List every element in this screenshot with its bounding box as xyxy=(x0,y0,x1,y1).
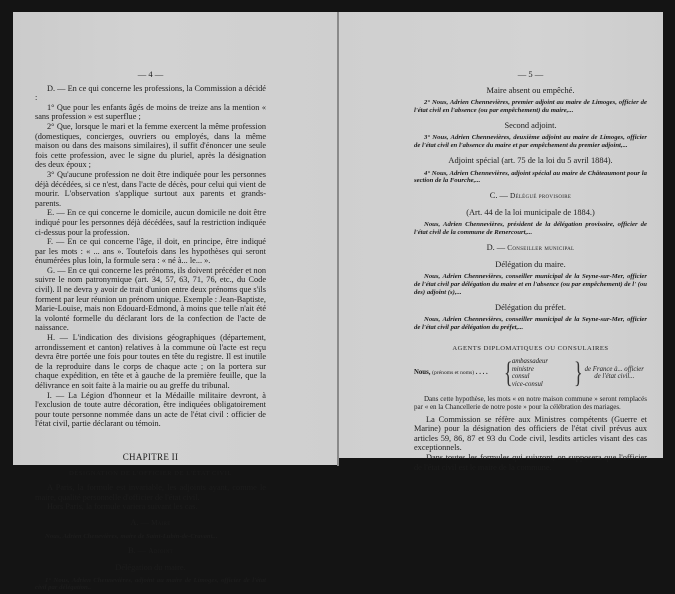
paragraph-d: D. — En ce qui concerne les professions, la Commission a décidé : xyxy=(35,83,266,103)
page-number: — 5 — xyxy=(517,69,544,79)
section-b-heading: B. — Adjoint xyxy=(127,546,174,556)
second-adjoint-formula: 3° Nous, Adrien Chennevières, deuxième adjoint au maire de Limoges, officier de l'état civil en l'absence du maire et par empêchement du premier adjoint,... xyxy=(414,134,647,150)
chapter-paragraph: Hors Paris, la formule variera suivant les cas. xyxy=(47,502,198,512)
special-adjoint-formula: 4° Nous, Adrien Chennevières, adjoint spécial au maire de Châteaumont pour la section de la Fourche,... xyxy=(414,169,647,185)
section-a-heading: A. — Maire xyxy=(130,517,171,527)
agents-note: Dans cette hypothèse, les mots « en notre maison commune » seront remplacés par « en la Chancellerie de notre poste » pour la célébration des mariages. xyxy=(414,394,647,411)
left-brace-icon: { xyxy=(503,356,513,390)
chapter-paragraph: A Paris, la formule est invariable, les adjoints ayant, comme le maire, qualité personnelle d'officier de l'état civil. xyxy=(35,483,266,502)
chapter-title: CHAPITRE II xyxy=(122,451,179,462)
agents-roles: ambassadeur ministre consul vice-consul xyxy=(511,358,549,389)
right-page-text xyxy=(414,70,647,472)
paragraph-h: H. — L'indication des divisions géographiques (département, arrondissement et canton) relatives à la commune où l'acte est reçu devra être portée une fois pour toutes en tête du registre. Il est inutile de la reproduire dans le corps de chaque acte ; on la portera sur chaque expédition, en tête et à gauche de la première feuille, que la délivrance en soit faite à la mairie ou au greffe du tribunal. xyxy=(35,333,266,390)
closing-paragraph: La Commission se réfère aux Ministres compétents (Guerre et Marine) pour la désignation des officiers de l'état civil prévus aux articles 59, 86, 87 et 93 du Code civil, lesdits articles visant des cas exceptionnels. xyxy=(414,414,647,453)
absent-heading: Maire absent ou empêché. xyxy=(486,85,575,95)
right-page xyxy=(339,12,663,472)
agents-formula-block xyxy=(414,358,647,388)
section-d-heading: D. — Conseiller municipal xyxy=(486,242,575,252)
left-page-text xyxy=(35,70,266,594)
agents-nous: Nous, (prénoms et noms) . . . . xyxy=(414,369,488,377)
section-d-formula-maire: Nous, Adrien Chennevières, conseiller municipal de la Seyne-sur-Mer, officier de l'état civil par délégation du maire et en l'absence (ou par empêchement) de l' (ou des) adjoint (s),... xyxy=(414,273,647,296)
left-page xyxy=(13,12,338,592)
section-c-heading: C. — Délégué provisoire xyxy=(489,191,572,201)
section-c-formula: Nous, Adrien Chennevières, président de la délégation provisoire, officier de l'état civil de la commune de Renercourt,... xyxy=(414,221,647,237)
section-a-formula: Nous, Adrien Chenevières, maire de Saint-Lubin-de-Cravant... xyxy=(45,532,218,540)
section-c-subheading: (Art. 44 de la loi municipale de 1884.) xyxy=(466,207,595,217)
agents-tail: de France à... officier de l'état civil... xyxy=(584,365,644,381)
agents-heading: AGENTS DIPLOMATIQUES OU CONSULAIRES xyxy=(452,344,609,352)
second-adjoint-heading: Second adjoint. xyxy=(504,120,557,130)
closing-paragraph: Dans toutes les formules qui suivront, on supposera que l'officier de l'état civil est le maire de la commune. xyxy=(414,453,647,472)
paragraph-i: I. — La Légion d'honneur et la Médaille militaire devront, à l'exclusion de toute autre décoration, être indiquées obligatoirement pour toute personne nommée dans un acte de l'état civil : officier de l'état civil, partie déclarant ou témoin. xyxy=(35,390,266,429)
right-brace-icon: } xyxy=(573,356,583,390)
paragraph-e: E. — En ce qui concerne le domicile, aucun domicile ne doit être indiqué pour les personnes déjà décédées, sauf la restriction indiquée ci-dessus pour la profession. xyxy=(35,208,266,237)
chapter-subtitle: DÉSIGNATION DE L'OFFICIER DE L'ÉTAT CIVIL xyxy=(68,469,233,477)
paragraph-d-1: 1° Que pour les enfants âgés de moins de treize ans la mention « sans profession » est superflue ; xyxy=(35,102,266,122)
section-b-subheading: Délégation du maire. xyxy=(115,562,186,572)
page-number: — 4 — xyxy=(137,69,164,79)
absent-formula: 2° Nous, Adrien Chennevières, premier adjoint au maire de Limoges, officier de l'état civil en l'absence (ou par empêchement) du maire,... xyxy=(414,99,647,114)
paragraph-g: G. — En ce qui concerne les prénoms, ils doivent précéder et non suivre le nom patronymique (art. 34, 57, 63, 71, 76, etc., du Code civil). Il ne devra y avoir de trait d'union entre deux prénoms que s'ils forment par leur réunion un prénom unique. Exemple : Jean-Baptiste, Marie-Louise, mais non Edouard-Edmond, à moins que telle n'ait été la volonté formelle du déclarant lors de la confection de l'acte de naissance. xyxy=(35,265,266,333)
section-d-subheading-maire: Délégation du maire. xyxy=(495,259,566,269)
paragraph-d-3: 3° Qu'aucune profession ne doit être indiquée pour les personnes déjà décédées, si ce n'est, dans l'acte de décès, pour celui qui vient de mourir. L'observation s'applique surtout aux parents et grands-parents. xyxy=(35,169,266,208)
paragraph-f: F. — En ce qui concerne l'âge, il doit, en principe, être indiqué par les mots : « ... ans ». Toutefois dans les hypothèses qui seront énumérées plus loin, la formule sera : « né à... le... ». xyxy=(35,237,266,266)
section-d-subheading-prefet: Délégation du préfet. xyxy=(495,302,566,312)
special-adjoint-heading: Adjoint spécial (art. 75 de la loi du 5 avril 1884). xyxy=(448,155,613,165)
section-d-formula-prefet: Nous, Adrien Chennevières, conseiller municipal de la Seyne-sur-Mer, officier de l'état civil par délégation du préfet,... xyxy=(414,316,647,331)
section-b-formula: 1° Nous, Adrien Chennevières, adjoint au maire de Limoges, officier de l'état civil par délégation.. xyxy=(35,576,266,592)
paragraph-d-2: 2° Que, lorsque le mari et la femme exercent la même profession (domestiques, concierges, ouvriers ou employés, dans la même maison ou dans des maisons similaires), il suffit d'énoncer une seule fois cette profession, avec le signe du pluriel, après la désignation des deux époux ; xyxy=(35,121,266,170)
